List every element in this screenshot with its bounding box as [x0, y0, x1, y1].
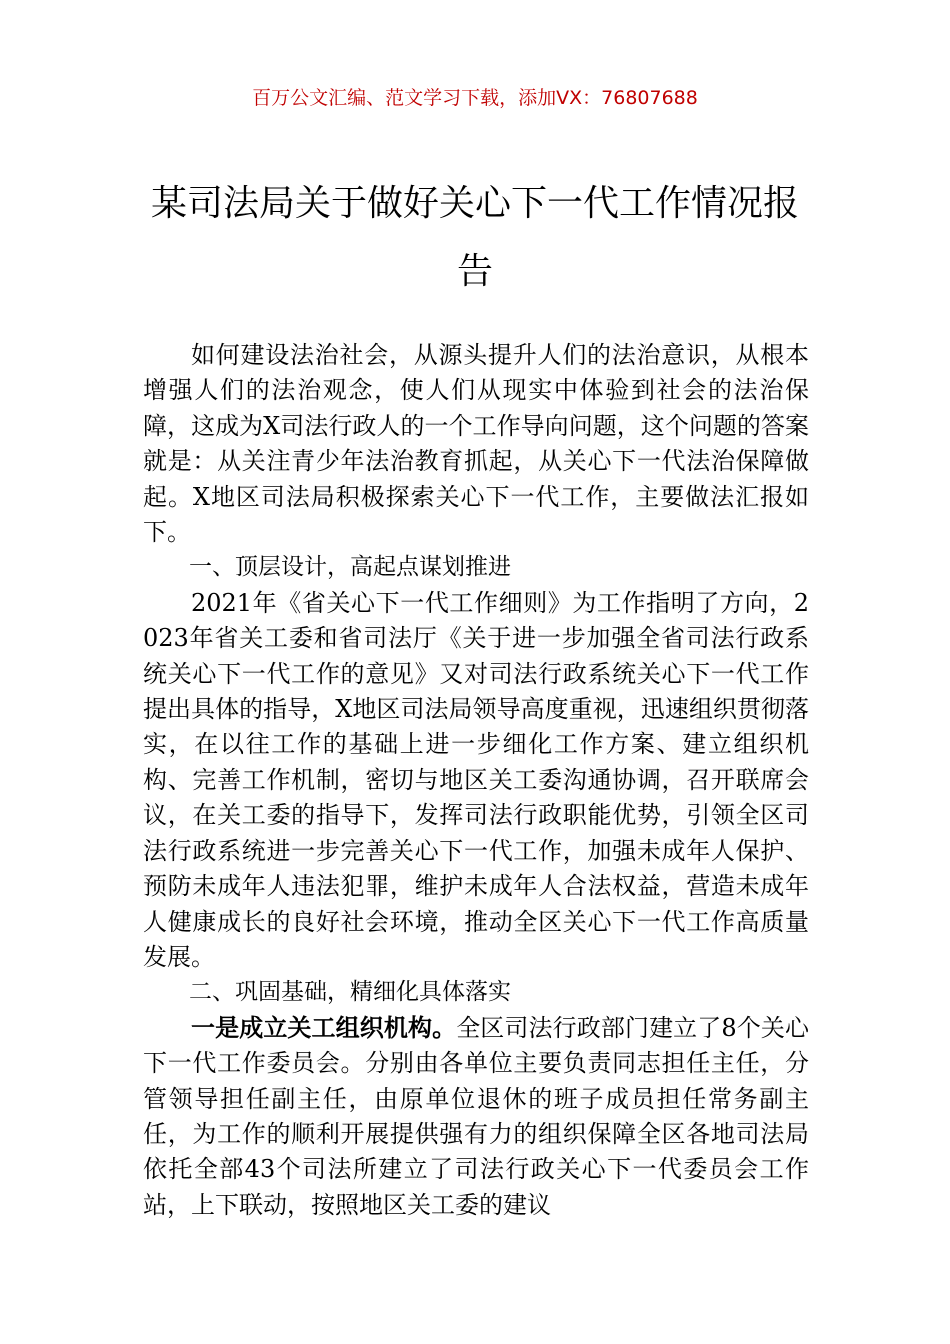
document-body: [143, 338, 809, 1223]
intro-paragraph: 如何建设法治社会，从源头提升人们的法治意识，从根本增强人们的法治观念，使人们从现实中体验到社会的法治保障，这成为X司法行政人的一个工作导向问题，这个问题的答案就是：从关注青少年法治教育抓起，从关心下一代法治保障做起。X地区司法局积极探索关心下一代工作，主要做法汇报如下。: [143, 341, 809, 547]
section-1-paragraph: 2021年《省关心下一代工作细则》为工作指明了方向，2023年省关工委和省司法厅《关于进一步加强全省司法行政系统关心下一代工作的意见》又对司法行政系统关心下一代工作提出具体的指导，X地区司法局领导高度重视，迅速组织贯彻落实，在以往工作的基础上进一步细化工作方案、建立组织机构、完善工作机制，密切与地区关工委沟通协调，召开联席会议，在关工委的指导下，发挥司法行政职能优势，引领全区司法行政系统进一步完善关心下一代工作，加强未成年人保护、预防未成年人违法犯罪，维护未成年人合法权益，营造未成年人健康成长的良好社会环境，推动全区关心下一代工作高质量发展。: [143, 588, 809, 971]
section-1-heading: 一、顶层设计，高起点谋划推进: [189, 554, 511, 581]
document-title: 某司法局关于做好关心下一代工作情况报告: [150, 183, 799, 292]
watermark-banner: 百万公文汇编、范文学习下载，添加VX：76807688: [252, 87, 698, 109]
section-2-lead: 一是成立关工组织机构。: [191, 1013, 457, 1042]
section-2-text: 全区司法行政部门建立了8个关心下一代工作委员会。分别由各单位主要负责同志担任主任，分管领导担任副主任，由原单位退休的班子成员担任常务副主任，为工作的顺利开展提供强有力的组织保障全区各地司法局依托全部43个司法所建立了司法行政关心下一代委员会工作站，上下联动，按照地区关工委的建议: [143, 1013, 809, 1219]
section-2-paragraph: [143, 1011, 809, 1223]
section-2-heading: 二、巩固基础，精细化具体落实: [189, 979, 511, 1006]
